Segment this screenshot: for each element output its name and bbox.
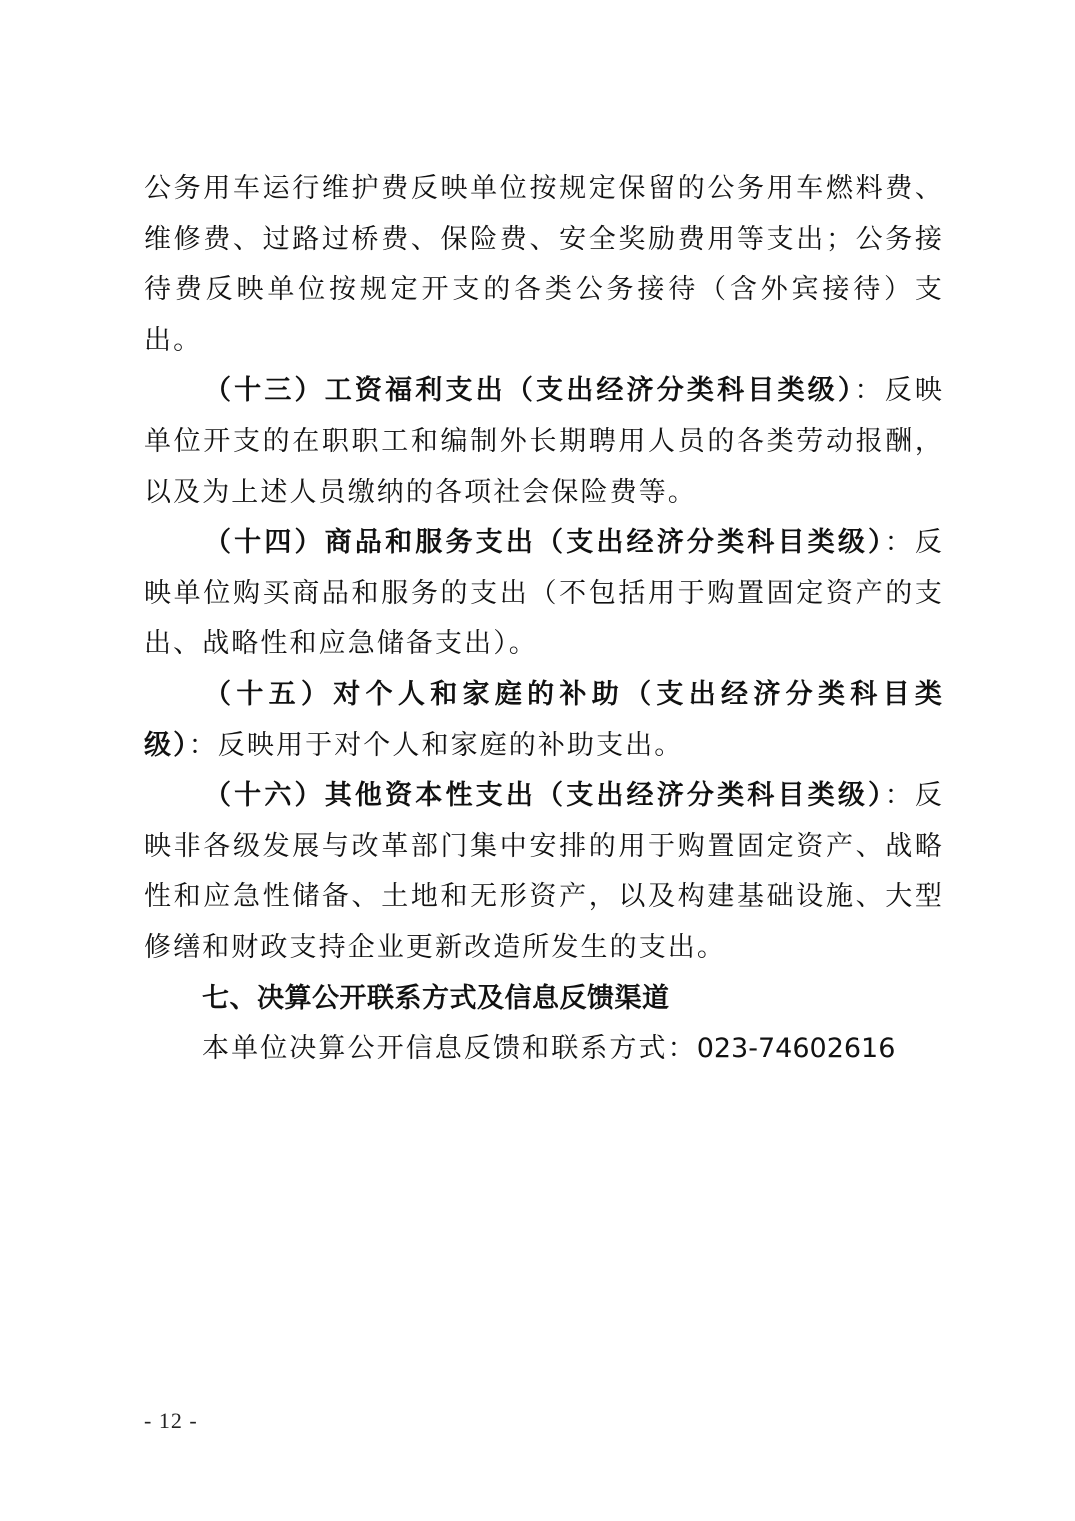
item-body-household-subsidies: ：反映用于对个人和家庭的补助支出。 xyxy=(188,729,684,761)
paragraph-vehicle-and-reception-costs xyxy=(144,164,944,366)
item-body-goods-and-services: ：反映单位购买商品和服务的支出（不包括用于购置固定资产的支出、战略性和应急储备支出）。 xyxy=(144,527,944,660)
paragraph-household-subsidies xyxy=(144,670,944,771)
document-body xyxy=(144,164,944,1075)
page-number: - 12 - xyxy=(144,1408,198,1433)
item-title-household-subsidies: （十五）对个人和家庭的补助（支出经济分类科目类级） xyxy=(144,678,944,761)
paragraph-goods-and-services xyxy=(144,518,944,670)
item-body-wages-and-benefits: ：反映单位开支的在职职工和编制外长期聘用人员的各类劳动报酬，以及为上述人员缴纳的各项社会保险费等。 xyxy=(144,375,944,508)
contact-line xyxy=(144,1024,944,1075)
section-heading-contact: 七、决算公开联系方式及信息反馈渠道 xyxy=(202,982,670,1014)
paragraph-text: 公务用车运行维护费反映单位按规定保留的公务用车燃料费、维修费、过路过桥费、保险费、安全奖励费用等支出；公务接待费反映单位按规定开支的各类公务接待（含外宾接待）支出。 xyxy=(144,173,944,356)
contact-phone: 023-74602616 xyxy=(696,1033,896,1065)
paragraph-wages-and-benefits xyxy=(144,366,944,518)
item-title-goods-and-services: （十四）商品和服务支出（支出经济分类科目类级） xyxy=(204,527,885,559)
item-title-wages-and-benefits: （十三）工资福利支出（支出经济分类科目类级） xyxy=(204,375,855,407)
paragraph-other-capital-expenditure xyxy=(144,771,944,973)
contact-label: 本单位决算公开信息反馈和联系方式： xyxy=(202,1033,697,1065)
item-body-other-capital-expenditure: ：反映非各级发展与改革部门集中安排的用于购置固定资产、战略性和应急性储备、土地和无形资产，以及构建基础设施、大型修缮和财政支持企业更新改造所发生的支出。 xyxy=(144,780,944,963)
item-title-other-capital-expenditure: （十六）其他资本性支出（支出经济分类科目类级） xyxy=(204,780,885,812)
